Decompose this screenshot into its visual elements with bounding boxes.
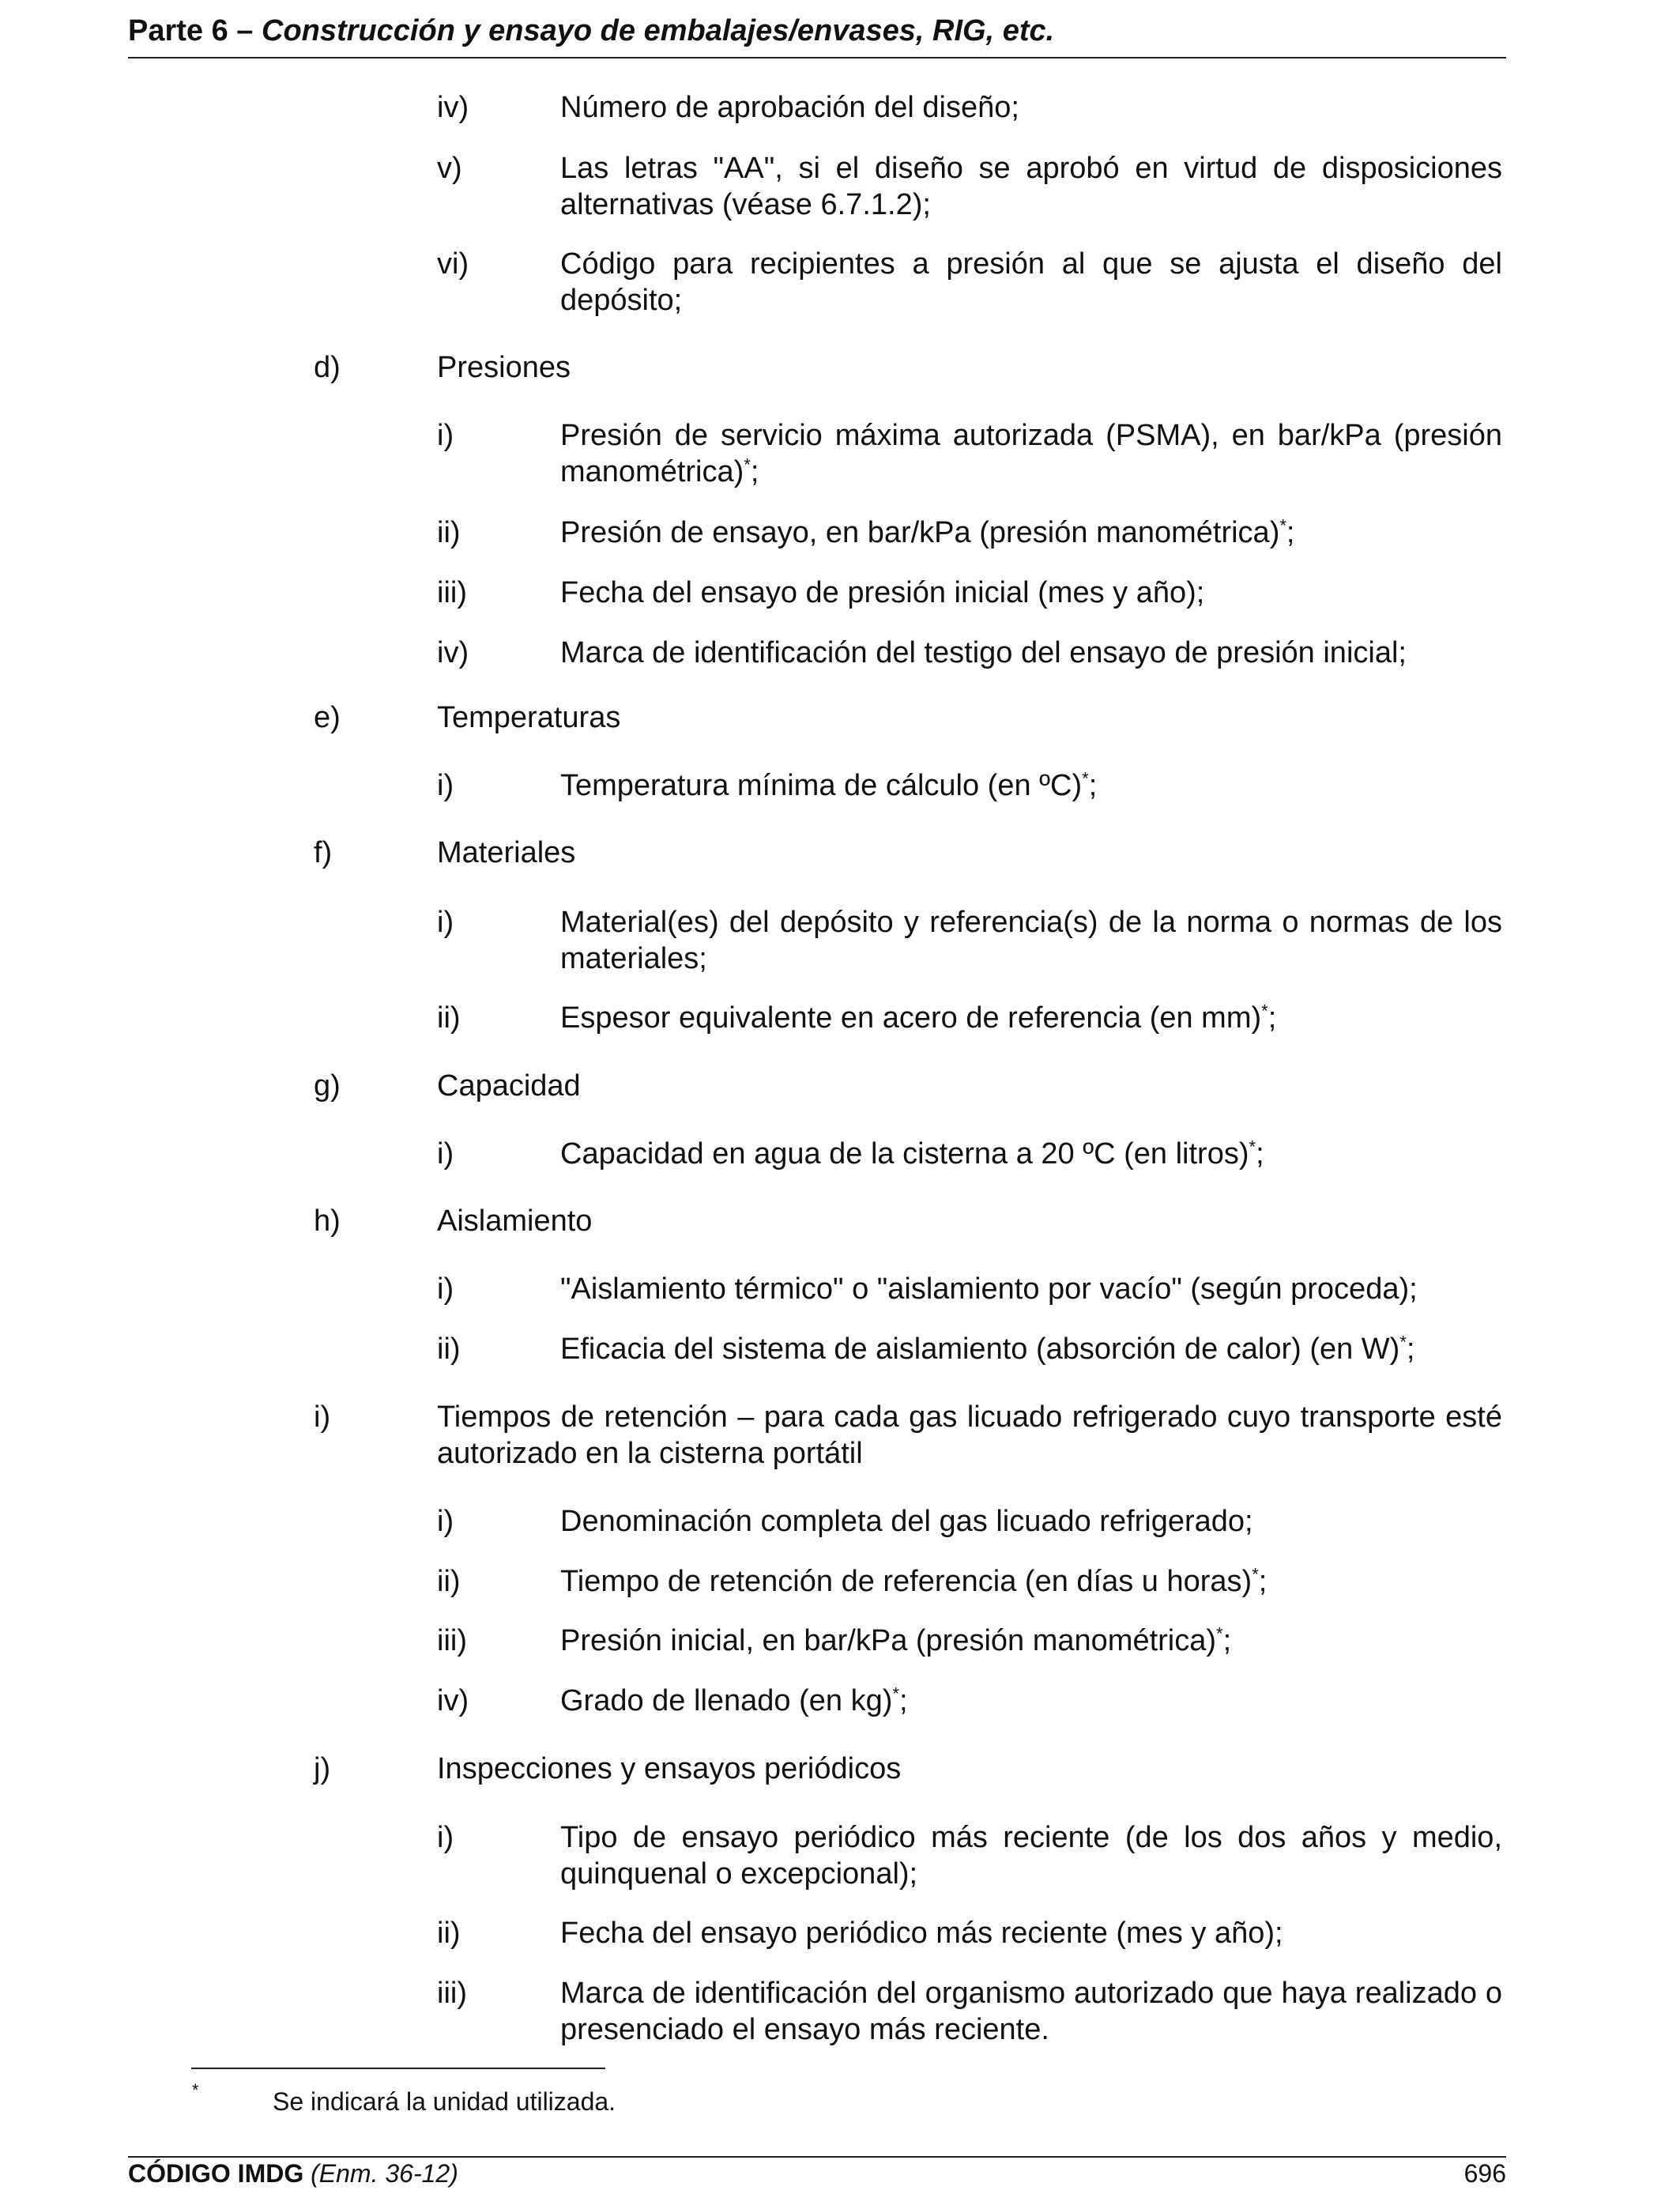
footer-publication [128,2159,458,2188]
list-text: Presión de servicio máxima autorizada (PSMA), en bar/kPa (presión manométrica)*; [560,419,1502,488]
list-label: iii) [437,1624,467,1657]
list-text: Espesor equivalente en acero de referencia (en mm)*; [560,1001,1277,1035]
list-label: iv) [437,636,469,669]
list-label: i) [437,1137,454,1171]
header-title [128,14,1054,48]
section-label: i) [314,1400,331,1434]
list-text: Grado de llenado (en kg)*; [560,1683,908,1717]
footnote-divider [191,2068,605,2069]
list-label: i) [437,1505,454,1538]
footnote-text: Se indicará la unidad utilizada. [273,2087,616,2116]
list-label: ii) [437,1333,461,1366]
list-text: "Aislamiento térmico" o "aislamiento por vacío" (según proceda); [560,1272,1418,1306]
section-title: Aislamiento [437,1204,593,1238]
section-label: g) [314,1069,341,1103]
list-text: Capacidad en agua de la cisterna a 20 ºC (en litros)*; [560,1137,1264,1171]
section-label: f) [314,836,333,869]
footer-divider [128,2156,1506,2158]
list-text: Tiempo de retención de referencia (en días u horas)*; [560,1564,1268,1598]
page-header [128,14,1506,58]
section-label: h) [314,1204,341,1238]
list-label: iii) [437,1977,467,2010]
footer-edition: (Enm. 36-12) [311,2159,458,2188]
list-label: iv) [437,91,469,124]
footer-code: CÓDIGO IMDG [128,2159,304,2188]
list-text: Fecha del ensayo periódico más reciente (mes y año); [560,1917,1283,1950]
list-label: ii) [437,516,461,549]
list-label: ii) [437,1917,461,1950]
list-text: Material(es) del depósito y referencia(s) de la norma o normas de los materiales; [560,906,1502,975]
list-text: Temperatura mínima de cálculo (en ºC)*; [560,768,1098,802]
list-text: Número de aprobación del diseño; [560,91,1019,124]
header-section-title: Construcción y ensayo de embalajes/envases, RIG, etc. [262,14,1055,47]
list-label: ii) [437,1565,461,1598]
list-label: i) [437,1821,454,1854]
section-title: Capacidad [437,1069,581,1103]
list-text: Presión inicial, en bar/kPa (presión manométrica)*; [560,1623,1232,1657]
list-label: i) [437,1272,454,1306]
list-label: ii) [437,1001,461,1035]
section-title: Temperaturas [437,701,621,734]
list-text: Fecha del ensayo de presión inicial (mes y año); [560,576,1205,609]
list-label: i) [437,419,454,452]
list-text: Marca de identificación del organismo autorizado que haya realizado o presenciado el ensayo más reciente. [560,1977,1502,2046]
list-text: Presión de ensayo, en bar/kPa (presión manométrica)*; [560,515,1295,549]
list-text: Tipo de ensayo periódico más reciente (de los dos años y medio, quinquenal o excepcional); [560,1821,1502,1891]
list-text: Las letras "AA", si el diseño se aprobó en virtud de disposiciones alternativas (véase 6.7.1.2); [560,152,1502,221]
list-label: vi) [437,247,469,281]
list-label: v) [437,152,462,185]
list-label: i) [437,769,454,802]
page-number: 696 [1463,2159,1506,2188]
section-title: Materiales [437,836,576,869]
section-label: e) [314,701,341,734]
section-label: j) [314,1752,331,1785]
section-title: Tiempos de retención – para cada gas licuado refrigerado cuyo transporte esté autorizado en la cisterna portátil [437,1400,1502,1470]
list-text: Denominación completa del gas licuado refrigerado; [560,1505,1253,1538]
section-label: d) [314,351,341,384]
list-label: i) [437,906,454,939]
list-label: iii) [437,576,467,609]
footnote-mark: * [192,2080,199,2100]
list-text: Eficacia del sistema de aislamiento (absorción de calor) (en W)*; [560,1332,1415,1366]
list-text: Marca de identificación del testigo del ensayo de presión inicial; [560,636,1407,669]
list-label: iv) [437,1684,469,1717]
header-part: Parte 6 – [128,14,262,47]
section-title: Presiones [437,351,571,384]
section-title: Inspecciones y ensayos periódicos [437,1752,902,1785]
list-text: Código para recipientes a presión al que se ajusta el diseño del depósito; [560,247,1502,317]
